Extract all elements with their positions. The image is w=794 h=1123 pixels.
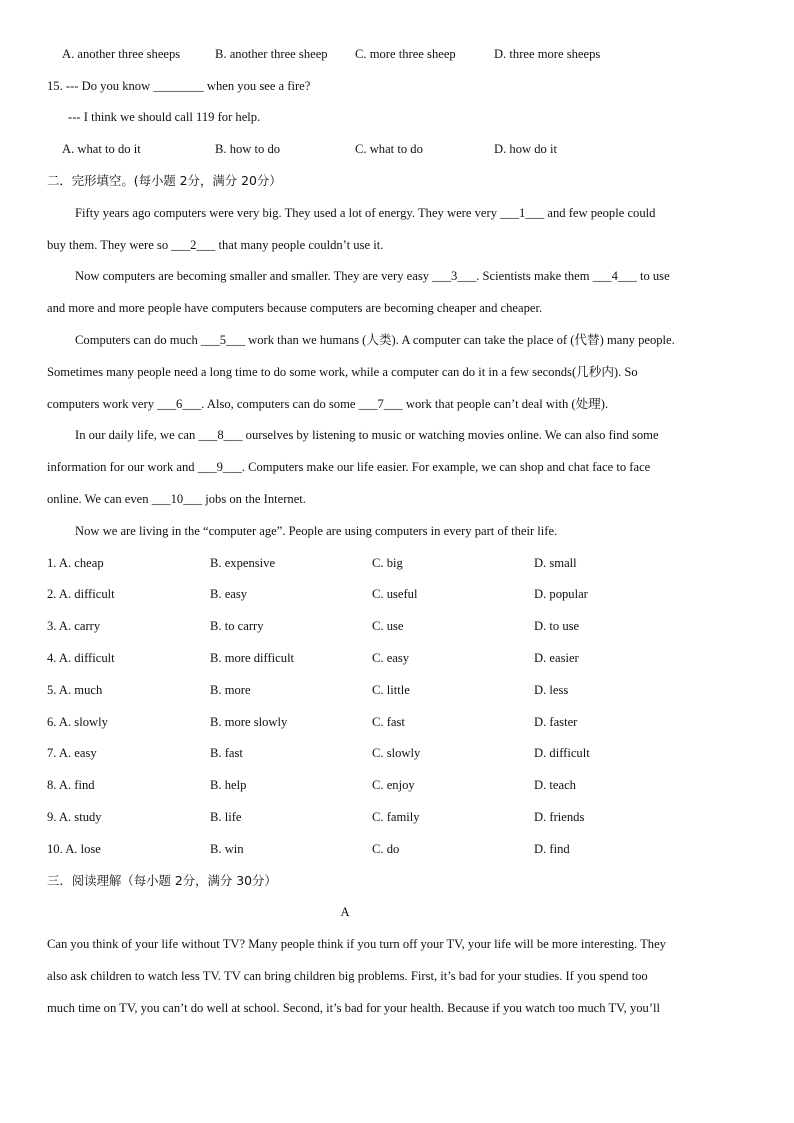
cloze-paragraph-line: and more and more people have computers because computers are becoming cheaper and cheaper. <box>47 301 543 315</box>
option-c: C. big <box>372 556 403 570</box>
cloze-paragraph-line: Sometimes many people need a long time to do some work, while a computer can do it in a few seconds(几秒内). So <box>47 365 638 379</box>
cloze-paragraph-line: information for our work and ___9___. Computers make our life easier. For example, we can shop and chat face to face <box>47 460 651 474</box>
option-c: C. fast <box>372 715 405 729</box>
cloze-paragraph-line: Fifty years ago computers were very big. They used a lot of energy. They were very ___1___ and few people could <box>75 206 656 220</box>
option-d: D. easier <box>534 651 579 665</box>
cloze-paragraph-line: computers work very ___6___. Also, computers can do some ___7___ work that people can’t deal with (处理). <box>47 397 609 411</box>
option-a: 5. A. much <box>47 683 103 697</box>
option-d: D. to use <box>534 619 580 633</box>
cloze-question-row <box>0 714 794 730</box>
option-c: C. use <box>372 619 404 633</box>
option-b: B. win <box>210 842 244 856</box>
option-a: 10. A. lose <box>47 842 101 856</box>
q14-option-b: B. another three sheep <box>215 47 328 61</box>
option-b: B. life <box>210 810 242 824</box>
q14-option-c: C. more three sheep <box>355 47 456 61</box>
option-d: D. teach <box>534 778 576 792</box>
q15-option-a: A. what to do it <box>62 142 141 156</box>
cloze-paragraph-line: Now we are living in the “computer age”. People are using computers in every part of their life. <box>75 524 558 538</box>
option-b: B. easy <box>210 587 248 601</box>
q14-option-a: A. another three sheeps <box>62 47 181 61</box>
option-a: 3. A. carry <box>47 619 101 633</box>
option-a: 1. A. cheap <box>47 556 104 570</box>
option-a: 6. A. slowly <box>47 715 108 729</box>
option-b: B. more difficult <box>210 651 295 665</box>
option-b: B. more <box>210 683 251 697</box>
q15-option-b: B. how to do <box>215 142 281 156</box>
q15-option-c: C. what to do <box>355 142 423 156</box>
option-c: C. useful <box>372 587 418 601</box>
option-d: D. less <box>534 683 569 697</box>
q15-question: 15. --- Do you know ________ when you see a fire? <box>47 79 311 93</box>
cloze-paragraph-line: Computers can do much ___5___ work than we humans (人类). A computer can take the place of (代替) many people. <box>75 333 675 347</box>
reading-paragraph-line: much time on TV, you can’t do well at school. Second, it’s bad for your health. Because if you watch too much TV, you’ll <box>47 1001 661 1015</box>
cloze-paragraph-line: online. We can even ___10___ jobs on the Internet. <box>47 492 306 506</box>
cloze-question-row <box>0 745 794 761</box>
section2-title: 二．完形填空。(每小题 2分，满分 20分） <box>47 173 282 188</box>
cloze-question-row <box>0 586 794 602</box>
option-c: C. easy <box>372 651 410 665</box>
option-c: C. family <box>372 810 420 824</box>
q15-answer: --- I think we should call 119 for help. <box>68 110 261 124</box>
cloze-question-row <box>0 618 794 634</box>
cloze-question-row <box>0 841 794 857</box>
section3-title: 三．阅读理解（每小题 2分，满分 30分） <box>47 873 277 888</box>
option-d: D. small <box>534 556 577 570</box>
option-b: B. help <box>210 778 247 792</box>
reading-paragraph-line: Can you think of your life without TV? Many people think if you turn off your TV, your life will be more interesting. They <box>47 937 666 951</box>
option-c: C. enjoy <box>372 778 415 792</box>
option-c: C. slowly <box>372 746 421 760</box>
option-b: B. expensive <box>210 556 276 570</box>
q14-options-row <box>0 46 794 62</box>
option-a: 7. A. easy <box>47 746 97 760</box>
option-a: 8. A. find <box>47 778 95 792</box>
q15-options-row <box>0 141 794 157</box>
cloze-question-row <box>0 650 794 666</box>
cloze-paragraph-line: Now computers are becoming smaller and smaller. They are very easy ___3___. Scientists make them ___4___ to use <box>75 269 670 283</box>
cloze-question-row <box>0 777 794 793</box>
q15-option-d: D. how do it <box>494 142 557 156</box>
option-c: C. do <box>372 842 400 856</box>
option-a: 4. A. difficult <box>47 651 115 665</box>
option-b: B. more slowly <box>210 715 288 729</box>
option-d: D. friends <box>534 810 585 824</box>
cloze-question-row <box>0 555 794 571</box>
cloze-paragraph-line: buy them. They were so ___2___ that many people couldn’t use it. <box>47 238 384 252</box>
option-a: 2. A. difficult <box>47 587 115 601</box>
option-d: D. popular <box>534 587 588 601</box>
cloze-question-row <box>0 809 794 825</box>
option-d: D. faster <box>534 715 578 729</box>
option-a: 9. A. study <box>47 810 102 824</box>
option-c: C. little <box>372 683 410 697</box>
option-d: D. find <box>534 842 570 856</box>
option-b: B. fast <box>210 746 243 760</box>
cloze-paragraph-line: In our daily life, we can ___8___ ourselves by listening to music or watching movies online. We can also find some <box>75 428 659 442</box>
cloze-question-row <box>0 682 794 698</box>
option-b: B. to carry <box>210 619 264 633</box>
passage-label: A <box>340 905 350 919</box>
option-d: D. difficult <box>534 746 590 760</box>
q14-option-d: D. three more sheeps <box>494 47 601 61</box>
reading-paragraph-line: also ask children to watch less TV. TV can bring children big problems. First, it’s bad for your studies. If you spend too <box>47 969 648 983</box>
